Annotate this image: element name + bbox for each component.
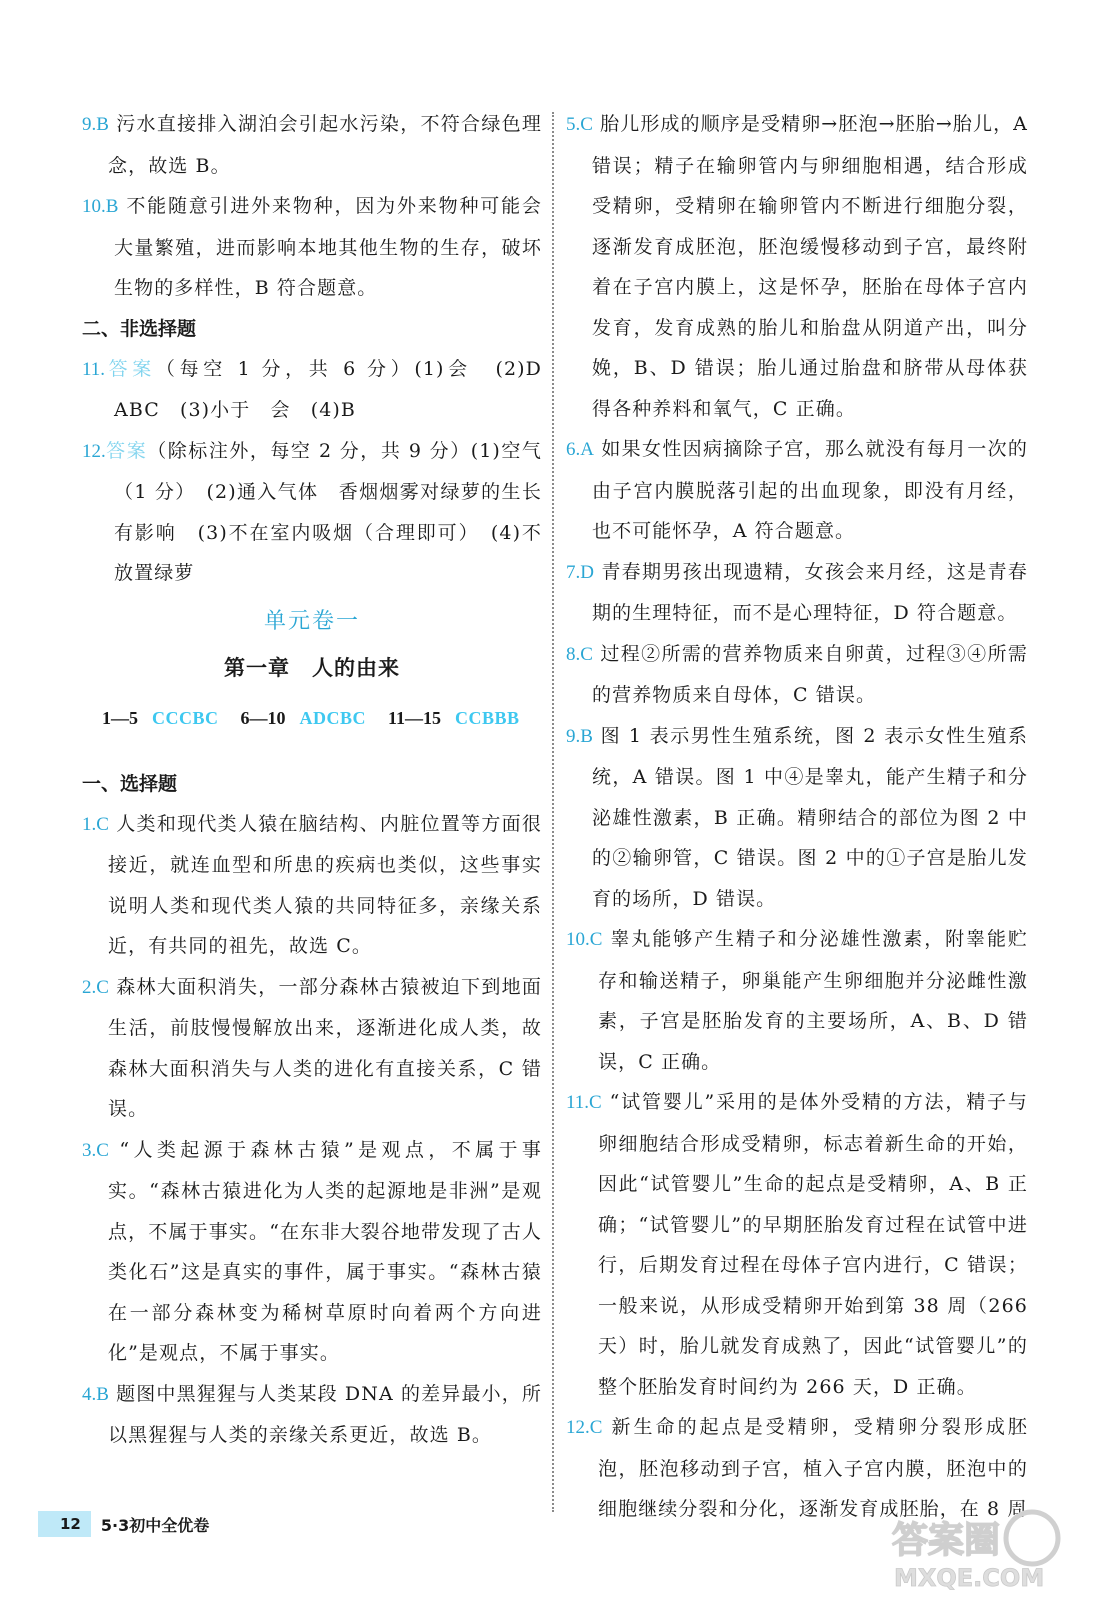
answer-group: [102, 698, 219, 738]
item-number: 6.A: [566, 439, 594, 460]
answer-group: [388, 698, 520, 738]
answer-item-10c: [566, 919, 1028, 1082]
item-number: 11.: [82, 358, 106, 380]
item-number: 1.C: [82, 813, 109, 835]
item-number: 12.C: [566, 1417, 603, 1438]
answer-range: 11—15: [388, 707, 442, 728]
item-text: 图 1 表示男性生殖系统，图 2 表示女性生殖系统，A 错误。图 1 中④是睾丸，能产生精子和分泌雄性激素，B 正确。精卵结合的部位为图 2 中的②输卵管，C 错误。图 2 中的①子宫是胎儿发育的场所，D 错误。: [592, 724, 1028, 910]
item-text: 不能随意引进外来物种，因为外来物种可能会大量繁殖，进而影响本地其他生物的生存，破坏生物的多样性，B 符合题意。: [114, 195, 542, 299]
answer-item-10b: [82, 186, 542, 309]
answer-item-5c: [566, 104, 1028, 429]
item-text: 污水直接排入湖泊会引起水污染，不符合绿色理念，故选 B。: [108, 113, 542, 177]
item-number: 12.: [82, 440, 106, 462]
item-text: 青春期男孩出现遗精，女孩会来月经，这是青春期的生理特征，而不是心理特征，D 符合题意。: [592, 560, 1028, 624]
answer-letters: CCBBB: [455, 707, 520, 728]
item-text: 人类和现代类人猿在脑结构、内脏位置等方面很接近，就连血型和所患的疾病也类似，这些事实说明人类和现代类人猿的共同特征多，亲缘关系近，有共同的祖先，故选 C。: [108, 812, 542, 957]
item-number: 7.D: [566, 561, 594, 583]
item-text: 如果女性因病摘除子宫，那么就没有每月一次的由子宫内膜脱落引起的出血现象，即没有月经，也不可能怀孕，A 符合题意。: [592, 438, 1028, 542]
answer-letters: ADCBC: [299, 707, 367, 728]
watermark-chinese-text: 答案圈: [892, 1520, 1001, 1561]
item-number: 10.C: [566, 929, 603, 950]
watermark-circle: [1006, 1512, 1058, 1564]
answer-group: [241, 698, 367, 738]
page-number: 12: [38, 1511, 91, 1537]
item-text: （每空 1 分，共 6 分）(1)会 (2)D ABC (3)小于 会 (4)B: [114, 357, 563, 421]
answer-letters: CCCBC: [152, 707, 219, 728]
item-number: 5.C: [566, 114, 593, 135]
quick-answers-row: [82, 698, 542, 738]
item-number: 11.C: [566, 1092, 602, 1113]
answer-item-7d: [566, 552, 1028, 634]
unit-title: 单元卷一: [263, 608, 360, 634]
item-text: 睾丸能够产生精子和分泌雄性激素，附睾能贮存和输送精子，卵巢能产生卵细胞并分泌雌性激素，子宫是胚胎发育的主要场所，A、B、D 错误，C 正确。: [598, 928, 1028, 1073]
answer-item-11c: [566, 1082, 1028, 1407]
column-divider: [552, 112, 554, 1512]
page-footer: [38, 1511, 209, 1537]
item-text: （除标注外，每空 2 分，共 9 分）(1)空气（1 分） (2)通入气体 香烟烟雾对绿萝的生长有影响 (3)不在室内吸烟（合理即可） (4)不放置绿萝: [114, 439, 542, 584]
answer-item-2c: [82, 967, 542, 1130]
item-text: 题图中黑猩猩与人类某段 DNA 的差异最小，所以黑猩猩与人类的亲缘关系更近，故选 B。: [108, 1382, 542, 1446]
answer-item-9b-right: [566, 716, 1028, 920]
item-number: 2.C: [82, 976, 109, 998]
answer-range: 6—10: [240, 707, 286, 728]
top-items: [82, 104, 542, 309]
item-text: 过程②所需的营养物质来自卵黄，过程③④所需的营养物质来自母体，C 错误。: [592, 642, 1028, 706]
answer-item-4b: [82, 1374, 542, 1456]
answer-item-6a: [566, 429, 1028, 552]
item-number: 9.B: [566, 725, 593, 747]
item-number: 9.B: [82, 114, 109, 135]
answer-item-1c: [82, 804, 542, 967]
right-column: [566, 104, 1028, 1530]
watermark-graphic: [884, 1506, 1064, 1590]
section-heading-choice: 一、选择题: [82, 772, 178, 795]
answer-item-9b: [82, 104, 542, 186]
item-text: “试管婴儿”采用的是体外受精的方法，精子与卵细胞结合形成受精卵，标志着新生命的开始，因此“试管婴儿”生命的起点是受精卵，A、B 正确；“试管婴儿”的早期胚胎发育过程在试管中进行，后期发育过程在母体子宫内进行，C 错误；一般来说，从形成受精卵开始到第 38 周（266 天）时，胎儿就发育成熟了，因此“试管婴儿”的整个胚胎发育时间约为 266 天，D 正确。: [598, 1091, 1029, 1398]
chapter-title: 第一章 人的由来: [224, 655, 400, 680]
item-text: 新生命的起点是受精卵，受精卵分裂形成胚泡，胚泡移动到子宫，植入子宫内膜，胚泡中的细胞继续分裂和分化，逐渐发育成胚胎，在 8 周: [598, 1416, 1028, 1520]
item-number: 4.B: [82, 1383, 109, 1405]
answer-range: 1—5: [102, 707, 138, 728]
book-brand: 5·3初中全优卷: [100, 1515, 210, 1535]
item-number: 8.C: [566, 643, 593, 665]
item-text: 森林大面积消失，一部分森林古猿被迫下到地面生活，前肢慢慢解放出来，逐渐进化成人类，故森林大面积消失与人类的进化有直接关系，C 错误。: [108, 975, 542, 1120]
watermark-url-text: MXQE.COM: [894, 1564, 1045, 1590]
item-number: 10.B: [82, 196, 119, 217]
answer-tag: 答案: [105, 357, 156, 380]
item-text: 胎儿形成的顺序是受精卵→胚泡→胚胎→胎儿，A 错误；精子在输卵管内与卵细胞相遇，结合形成受精卵，受精卵在输卵管内不断进行细胞分裂，逐渐发育成胚泡，胚泡缓慢移动到子宫，最终附着在子宫内膜上，这是怀孕，胚胎在母体子宫内发育，发育成熟的胎儿和胎盘从阴道产出，叫分娩，B、D 错误；胎儿通过胎盘和脐带从母体获得各种养料和氧气，C 正确。: [592, 113, 1028, 420]
answer-item-8c: [566, 634, 1028, 716]
answer-item-3c: [82, 1130, 542, 1374]
watermark-logo: [884, 1506, 1064, 1590]
section-heading-nonchoice: 二、非选择题: [82, 317, 197, 340]
item-text: “人类起源于森林古猿”是观点，不属于事实。“森林古猿进化为人类的起源地是非洲”是观点，不属于事实。“在东非大裂谷地带发现了古人类化石”这是真实的事件，属于事实。“森林古猿在一部分森林变为稀树草原时向着两个方向进化”是观点，不属于事实。: [108, 1138, 543, 1364]
answer-item-12: [82, 431, 542, 594]
item-number: 3.C: [82, 1139, 109, 1161]
answer-tag: 答案: [105, 439, 148, 462]
answer-item-11: [82, 349, 563, 431]
left-column: [82, 104, 563, 1456]
